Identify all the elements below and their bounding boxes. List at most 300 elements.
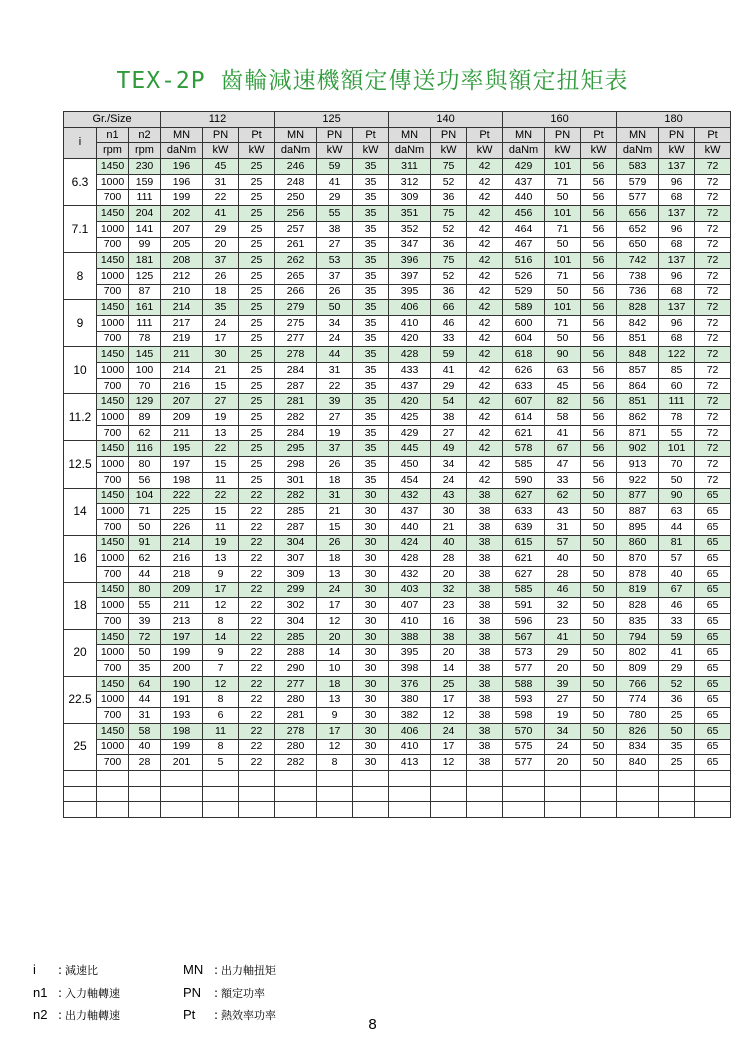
n2-cell: 39 [129, 614, 161, 630]
value-cell: 38 [467, 566, 503, 582]
value-cell: 9 [203, 645, 239, 661]
value-cell: 37 [317, 441, 353, 457]
n2-cell: 91 [129, 535, 161, 551]
header-col: Pt [695, 127, 731, 143]
header-unit: daNm [161, 143, 203, 159]
n1-cell: 1450 [97, 488, 129, 504]
value-cell: 424 [389, 535, 431, 551]
value-cell: 626 [503, 363, 545, 379]
value-cell: 25 [239, 457, 275, 473]
legend-key: n1 [33, 985, 48, 1000]
value-cell: 193 [161, 708, 203, 724]
empty-cell [129, 802, 161, 818]
value-cell: 41 [545, 629, 581, 645]
value-cell: 8 [317, 755, 353, 771]
value-cell: 871 [617, 425, 659, 441]
value-cell: 22 [203, 488, 239, 504]
value-cell: 23 [431, 598, 467, 614]
value-cell: 56 [581, 457, 617, 473]
value-cell: 380 [389, 692, 431, 708]
value-cell: 38 [467, 551, 503, 567]
value-cell: 298 [275, 457, 317, 473]
n2-cell: 50 [129, 519, 161, 535]
table-row [64, 755, 731, 771]
value-cell: 42 [467, 221, 503, 237]
n2-cell: 161 [129, 300, 161, 316]
value-cell: 410 [389, 315, 431, 331]
value-cell: 31 [203, 174, 239, 190]
value-cell: 30 [353, 755, 389, 771]
table-row [64, 535, 731, 551]
value-cell: 410 [389, 614, 431, 630]
value-cell: 41 [545, 425, 581, 441]
value-cell: 56 [581, 331, 617, 347]
value-cell: 397 [389, 268, 431, 284]
ratio-cell: 6.3 [64, 159, 97, 206]
value-cell: 190 [161, 676, 203, 692]
value-cell: 398 [389, 661, 431, 677]
value-cell: 72 [695, 190, 731, 206]
value-cell: 65 [695, 519, 731, 535]
value-cell: 50 [545, 284, 581, 300]
header-unit: kW [353, 143, 389, 159]
value-cell: 42 [467, 284, 503, 300]
value-cell: 22 [239, 519, 275, 535]
value-cell: 42 [467, 190, 503, 206]
value-cell: 90 [659, 488, 695, 504]
value-cell: 794 [617, 629, 659, 645]
header-row-sizes [64, 112, 731, 128]
value-cell: 573 [503, 645, 545, 661]
value-cell: 34 [431, 457, 467, 473]
empty-cell [581, 770, 617, 786]
value-cell: 284 [275, 363, 317, 379]
value-cell: 437 [389, 504, 431, 520]
value-cell: 196 [161, 159, 203, 175]
value-cell: 137 [659, 300, 695, 316]
header-n1: n1 [97, 127, 129, 143]
value-cell: 20 [545, 661, 581, 677]
value-cell: 33 [659, 614, 695, 630]
n1-cell: 700 [97, 614, 129, 630]
value-cell: 62 [545, 488, 581, 504]
table-row [64, 551, 731, 567]
value-cell: 895 [617, 519, 659, 535]
table-row [64, 221, 731, 237]
value-cell: 591 [503, 598, 545, 614]
value-cell: 68 [659, 237, 695, 253]
value-cell: 59 [317, 159, 353, 175]
legend-separator: : [58, 986, 63, 1000]
value-cell: 39 [545, 676, 581, 692]
value-cell: 202 [161, 206, 203, 222]
value-cell: 454 [389, 472, 431, 488]
empty-cell [545, 802, 581, 818]
value-cell: 96 [659, 221, 695, 237]
value-cell: 42 [467, 363, 503, 379]
value-cell: 437 [503, 174, 545, 190]
value-cell: 22 [239, 504, 275, 520]
value-cell: 429 [503, 159, 545, 175]
value-cell: 50 [581, 566, 617, 582]
n1-cell: 700 [97, 755, 129, 771]
n2-cell: 104 [129, 488, 161, 504]
value-cell: 49 [431, 441, 467, 457]
header-col: MN [617, 127, 659, 143]
value-cell: 101 [545, 206, 581, 222]
value-cell: 285 [275, 629, 317, 645]
value-cell: 197 [161, 629, 203, 645]
value-cell: 347 [389, 237, 431, 253]
value-cell: 72 [695, 425, 731, 441]
value-cell: 35 [353, 159, 389, 175]
value-cell: 43 [431, 488, 467, 504]
n1-cell: 700 [97, 472, 129, 488]
header-unit: daNm [389, 143, 431, 159]
value-cell: 72 [695, 457, 731, 473]
value-cell: 50 [581, 692, 617, 708]
value-cell: 38 [467, 676, 503, 692]
value-cell: 12 [431, 755, 467, 771]
value-cell: 529 [503, 284, 545, 300]
n1-cell: 1000 [97, 739, 129, 755]
value-cell: 295 [275, 441, 317, 457]
value-cell: 445 [389, 441, 431, 457]
value-cell: 50 [659, 472, 695, 488]
value-cell: 583 [617, 159, 659, 175]
value-cell: 33 [431, 331, 467, 347]
table-row [64, 331, 731, 347]
value-cell: 75 [431, 253, 467, 269]
value-cell: 281 [275, 708, 317, 724]
value-cell: 47 [545, 457, 581, 473]
value-cell: 20 [431, 645, 467, 661]
value-cell: 766 [617, 676, 659, 692]
value-cell: 72 [695, 284, 731, 300]
value-cell: 72 [695, 300, 731, 316]
value-cell: 56 [581, 268, 617, 284]
empty-cell [659, 802, 695, 818]
value-cell: 432 [389, 488, 431, 504]
header-col: Pt [353, 127, 389, 143]
header-col: MN [389, 127, 431, 143]
value-cell: 22 [239, 708, 275, 724]
value-cell: 65 [695, 504, 731, 520]
value-cell: 280 [275, 692, 317, 708]
n2-cell: 62 [129, 551, 161, 567]
value-cell: 36 [431, 284, 467, 300]
header-size: 125 [275, 112, 389, 128]
value-cell: 56 [581, 206, 617, 222]
value-cell: 24 [317, 331, 353, 347]
n2-cell: 64 [129, 676, 161, 692]
value-cell: 35 [659, 739, 695, 755]
empty-cell [353, 786, 389, 802]
value-cell: 262 [275, 253, 317, 269]
value-cell: 22 [239, 755, 275, 771]
value-cell: 25 [239, 237, 275, 253]
n2-cell: 50 [129, 645, 161, 661]
value-cell: 38 [317, 221, 353, 237]
value-cell: 35 [353, 268, 389, 284]
value-cell: 621 [503, 425, 545, 441]
value-cell: 25 [239, 190, 275, 206]
value-cell: 14 [317, 645, 353, 661]
n2-cell: 145 [129, 347, 161, 363]
value-cell: 828 [617, 300, 659, 316]
value-cell: 38 [467, 629, 503, 645]
table-row [64, 253, 731, 269]
value-cell: 50 [581, 723, 617, 739]
empty-cell [97, 770, 129, 786]
value-cell: 32 [431, 582, 467, 598]
empty-cell [467, 786, 503, 802]
value-cell: 35 [353, 300, 389, 316]
value-cell: 65 [695, 645, 731, 661]
value-cell: 44 [317, 347, 353, 363]
value-cell: 7 [203, 661, 239, 677]
value-cell: 56 [581, 425, 617, 441]
value-cell: 200 [161, 661, 203, 677]
value-cell: 433 [389, 363, 431, 379]
empty-cell [581, 802, 617, 818]
empty-cell [161, 786, 203, 802]
value-cell: 35 [353, 347, 389, 363]
empty-cell [353, 770, 389, 786]
legend-text: 出力軸扭矩 [221, 964, 277, 977]
value-cell: 42 [467, 206, 503, 222]
value-cell: 29 [545, 645, 581, 661]
header-col: Pt [581, 127, 617, 143]
n1-cell: 1000 [97, 645, 129, 661]
value-cell: 35 [353, 394, 389, 410]
value-cell: 65 [695, 488, 731, 504]
value-cell: 17 [317, 598, 353, 614]
value-cell: 22 [203, 441, 239, 457]
header-col: PN [659, 127, 695, 143]
value-cell: 71 [545, 174, 581, 190]
empty-cell [239, 786, 275, 802]
value-cell: 851 [617, 394, 659, 410]
value-cell: 26 [317, 457, 353, 473]
value-cell: 56 [581, 315, 617, 331]
value-cell: 25 [239, 221, 275, 237]
legend-separator: : [214, 1008, 219, 1022]
value-cell: 12 [203, 598, 239, 614]
value-cell: 56 [581, 284, 617, 300]
value-cell: 65 [695, 739, 731, 755]
table-row [64, 284, 731, 300]
value-cell: 15 [203, 457, 239, 473]
table-row [64, 692, 731, 708]
value-cell: 65 [695, 566, 731, 582]
empty-cell [129, 786, 161, 802]
value-cell: 32 [545, 598, 581, 614]
value-cell: 627 [503, 488, 545, 504]
legend-key: MN [183, 962, 204, 977]
value-cell: 577 [617, 190, 659, 206]
value-cell: 25 [239, 253, 275, 269]
value-cell: 437 [389, 378, 431, 394]
value-cell: 30 [353, 708, 389, 724]
value-cell: 65 [695, 723, 731, 739]
ratio-cell: 22.5 [64, 676, 97, 723]
ratio-cell: 14 [64, 488, 97, 535]
table-row [64, 614, 731, 630]
value-cell: 65 [695, 598, 731, 614]
empty-row [64, 786, 731, 802]
value-cell: 137 [659, 206, 695, 222]
header-col: MN [161, 127, 203, 143]
value-cell: 22 [239, 551, 275, 567]
value-cell: 428 [389, 551, 431, 567]
value-cell: 218 [161, 566, 203, 582]
value-cell: 30 [353, 488, 389, 504]
value-cell: 15 [203, 504, 239, 520]
value-cell: 50 [581, 614, 617, 630]
value-cell: 18 [317, 676, 353, 692]
value-cell: 78 [659, 410, 695, 426]
empty-cell [431, 770, 467, 786]
value-cell: 26 [317, 284, 353, 300]
value-cell: 38 [467, 614, 503, 630]
n1-cell: 1000 [97, 410, 129, 426]
value-cell: 17 [317, 723, 353, 739]
value-cell: 403 [389, 582, 431, 598]
value-cell: 25 [659, 755, 695, 771]
value-cell: 600 [503, 315, 545, 331]
legend-item [33, 962, 98, 978]
header-row-columns [64, 127, 731, 143]
value-cell: 50 [581, 504, 617, 520]
value-cell: 36 [659, 692, 695, 708]
empty-cell [97, 802, 129, 818]
value-cell: 13 [203, 425, 239, 441]
value-cell: 30 [353, 629, 389, 645]
value-cell: 68 [659, 284, 695, 300]
value-cell: 101 [545, 253, 581, 269]
empty-cell [389, 770, 431, 786]
n1-cell: 1450 [97, 723, 129, 739]
empty-cell [431, 802, 467, 818]
value-cell: 71 [545, 315, 581, 331]
legend-text: 入力軸轉速 [65, 987, 121, 1000]
value-cell: 27 [431, 425, 467, 441]
value-cell: 211 [161, 598, 203, 614]
empty-cell [64, 786, 97, 802]
value-cell: 57 [545, 535, 581, 551]
value-cell: 870 [617, 551, 659, 567]
value-cell: 22 [239, 692, 275, 708]
value-cell: 257 [275, 221, 317, 237]
value-cell: 208 [161, 253, 203, 269]
empty-cell [581, 786, 617, 802]
value-cell: 14 [431, 661, 467, 677]
value-cell: 30 [353, 519, 389, 535]
value-cell: 52 [659, 676, 695, 692]
value-cell: 72 [695, 174, 731, 190]
value-cell: 33 [545, 472, 581, 488]
empty-row [64, 802, 731, 818]
value-cell: 42 [467, 441, 503, 457]
value-cell: 27 [203, 394, 239, 410]
value-cell: 18 [317, 472, 353, 488]
value-cell: 72 [695, 472, 731, 488]
value-cell: 9 [203, 566, 239, 582]
value-cell: 35 [353, 253, 389, 269]
value-cell: 42 [467, 300, 503, 316]
empty-cell [161, 802, 203, 818]
value-cell: 65 [695, 755, 731, 771]
page-number: 8 [368, 1016, 377, 1033]
value-cell: 50 [581, 676, 617, 692]
value-cell: 614 [503, 410, 545, 426]
value-cell: 615 [503, 535, 545, 551]
value-cell: 656 [617, 206, 659, 222]
value-cell: 67 [659, 582, 695, 598]
n2-cell: 80 [129, 457, 161, 473]
value-cell: 35 [353, 315, 389, 331]
value-cell: 25 [239, 441, 275, 457]
value-cell: 137 [659, 159, 695, 175]
value-cell: 17 [431, 739, 467, 755]
value-cell: 577 [503, 661, 545, 677]
value-cell: 56 [581, 237, 617, 253]
header-col: MN [275, 127, 317, 143]
value-cell: 440 [503, 190, 545, 206]
n2-cell: 204 [129, 206, 161, 222]
ratio-cell: 20 [64, 629, 97, 676]
value-cell: 30 [353, 723, 389, 739]
value-cell: 639 [503, 519, 545, 535]
value-cell: 28 [545, 566, 581, 582]
value-cell: 15 [317, 519, 353, 535]
value-cell: 42 [467, 425, 503, 441]
value-cell: 579 [617, 174, 659, 190]
value-cell: 17 [431, 692, 467, 708]
value-cell: 72 [695, 315, 731, 331]
empty-cell [545, 770, 581, 786]
value-cell: 72 [695, 237, 731, 253]
empty-cell [617, 786, 659, 802]
value-cell: 38 [467, 645, 503, 661]
value-cell: 598 [503, 708, 545, 724]
value-cell: 40 [659, 566, 695, 582]
value-cell: 38 [467, 582, 503, 598]
value-cell: 450 [389, 457, 431, 473]
value-cell: 50 [545, 190, 581, 206]
value-cell: 25 [239, 300, 275, 316]
value-cell: 627 [503, 566, 545, 582]
value-cell: 309 [275, 566, 317, 582]
value-cell: 440 [389, 519, 431, 535]
table-row [64, 708, 731, 724]
empty-cell [97, 786, 129, 802]
value-cell: 24 [545, 739, 581, 755]
value-cell: 420 [389, 331, 431, 347]
value-cell: 65 [695, 661, 731, 677]
table-row [64, 410, 731, 426]
value-cell: 848 [617, 347, 659, 363]
value-cell: 43 [545, 504, 581, 520]
value-cell: 22 [239, 629, 275, 645]
n1-cell: 1450 [97, 676, 129, 692]
n1-cell: 1450 [97, 206, 129, 222]
n2-cell: 78 [129, 331, 161, 347]
n1-cell: 1450 [97, 441, 129, 457]
n1-cell: 700 [97, 425, 129, 441]
value-cell: 278 [275, 347, 317, 363]
